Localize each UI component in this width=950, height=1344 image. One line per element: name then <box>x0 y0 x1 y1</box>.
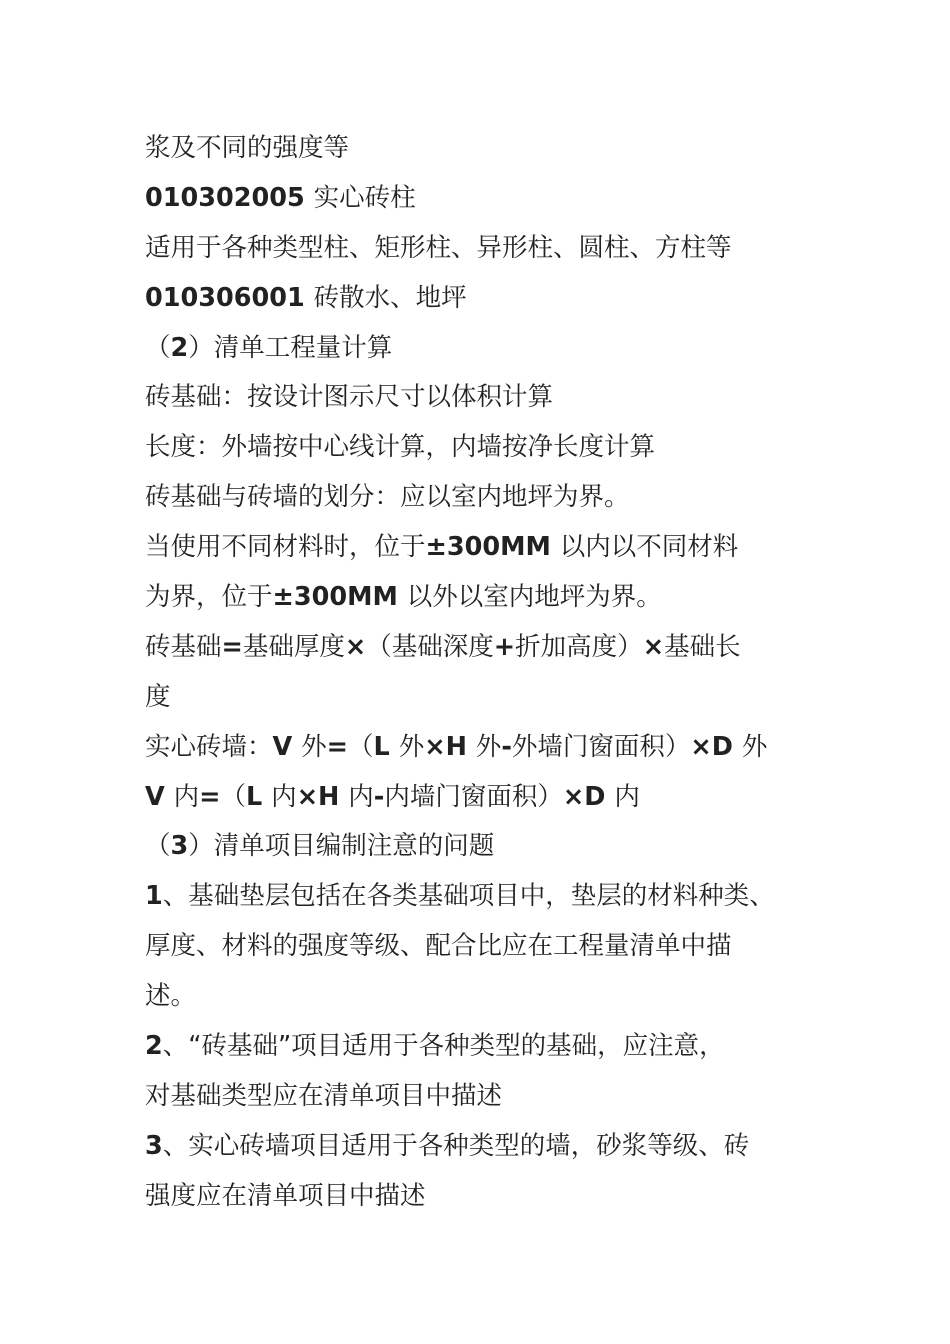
text-line <box>145 1072 845 1122</box>
text-segment: 内 <box>614 781 640 812</box>
bold-text-segment: = <box>221 631 243 662</box>
bold-text-segment: = <box>199 781 221 812</box>
text-line <box>145 673 845 723</box>
bold-text-segment: 1 <box>145 881 163 912</box>
text-segment: 外 <box>301 731 327 762</box>
bold-text-segment: V <box>272 731 302 762</box>
text-line <box>145 473 845 523</box>
text-segment: 外 <box>398 731 425 762</box>
text-line <box>145 523 845 573</box>
text-segment: ）清单工程量计算 <box>188 332 393 363</box>
text-segment: 为界，位于 <box>145 582 273 613</box>
bold-text-segment: × <box>642 631 665 662</box>
text-segment: 基础厚度 <box>242 631 345 662</box>
text-segment: 砖基础：按设计图示尺寸以体积计算 <box>145 382 554 413</box>
text-segment: 外 <box>475 731 502 762</box>
text-segment: 砖散水、地坪 <box>313 282 467 313</box>
text-segment: 实心砖柱 <box>313 182 416 213</box>
text-segment: （ <box>348 731 374 762</box>
bold-text-segment: ×H <box>296 781 349 812</box>
bold-text-segment: L <box>373 731 399 762</box>
text-line <box>145 274 845 324</box>
text-segment: 、实心砖墙项目适用于各种类型的墙，砂浆等级、砖 <box>162 1130 750 1161</box>
text-line <box>145 324 845 374</box>
bold-text-segment: 3 <box>170 831 189 862</box>
text-segment: 当使用不同材料时，位于 <box>145 532 426 563</box>
text-line <box>145 1122 845 1172</box>
bold-text-segment: 010302005 <box>145 182 314 213</box>
text-line <box>145 872 845 922</box>
text-segment: 外 <box>741 731 768 762</box>
text-line <box>145 723 845 773</box>
text-segment: 实心砖墙： <box>145 731 273 762</box>
text-line <box>145 773 845 823</box>
text-segment: 基础长 <box>664 631 741 662</box>
text-line <box>145 224 845 274</box>
bold-text-segment: - <box>373 781 385 812</box>
bold-text-segment: = <box>326 731 349 762</box>
bold-text-segment: - <box>501 731 512 762</box>
text-segment: 内 <box>271 781 297 812</box>
bold-text-segment: × <box>344 631 367 662</box>
bold-text-segment: 3 <box>145 1130 163 1161</box>
text-segment: （ <box>220 781 247 812</box>
bold-text-segment: + <box>493 631 516 662</box>
bold-text-segment: V <box>145 781 174 812</box>
text-line <box>145 623 845 673</box>
bold-text-segment: ±300MM <box>272 582 407 613</box>
text-segment: （ <box>145 332 171 363</box>
text-segment: 对基础类型应在清单项目中描述 <box>145 1080 503 1111</box>
bold-text-segment: 010306001 <box>145 282 314 313</box>
bold-text-segment: ×H <box>424 731 476 762</box>
text-line <box>145 922 845 972</box>
document-body <box>145 124 845 1222</box>
bold-text-segment: ±300MM <box>425 532 560 563</box>
text-segment: 、基础垫层包括在各类基础项目中，垫层的材料种类、 <box>162 881 775 912</box>
text-line <box>145 1022 845 1072</box>
text-segment: 厚度、材料的强度等级、配合比应在工程量清单中描 <box>145 931 732 962</box>
text-segment: 内 <box>348 781 374 812</box>
text-segment: 长度：外墙按中心线计算，内墙按净长度计算 <box>145 432 656 463</box>
text-segment: 、“砖基础”项目适用于各种类型的基础，应注意， <box>162 1031 725 1062</box>
text-line <box>145 124 845 174</box>
text-segment: 强度应在清单项目中描述 <box>145 1180 426 1211</box>
text-segment: 度 <box>145 681 171 712</box>
text-segment: （ <box>145 831 171 862</box>
text-segment: 适用于各种类型柱、矩形柱、异形柱、圆柱、方柱等 <box>145 232 732 263</box>
text-segment: 述。 <box>145 981 197 1012</box>
text-segment: 砖基础与砖墙的划分：应以室内地坪为界。 <box>145 482 630 513</box>
text-segment: （基础深度 <box>366 631 494 662</box>
text-segment: 以外以室内地坪为界。 <box>406 582 662 613</box>
text-line <box>145 423 845 473</box>
text-segment: 砖基础 <box>145 631 222 662</box>
bold-text-segment: L <box>246 781 272 812</box>
text-line <box>145 1172 845 1222</box>
text-segment: 内墙门窗面积） <box>384 781 563 812</box>
text-line <box>145 373 845 423</box>
bold-text-segment: 2 <box>170 332 189 363</box>
text-segment: 浆及不同的强度等 <box>145 133 350 163</box>
bold-text-segment: ×D <box>562 781 615 812</box>
text-segment: ）清单项目编制注意的问题 <box>188 831 495 862</box>
text-segment: 折加高度） <box>515 631 643 662</box>
text-line <box>145 822 845 872</box>
bold-text-segment: 2 <box>145 1031 163 1062</box>
text-segment: 外墙门窗面积） <box>511 731 691 762</box>
text-line <box>145 972 845 1022</box>
text-line <box>145 573 845 623</box>
text-segment: 内 <box>173 781 200 812</box>
text-segment: 以内以不同材料 <box>559 532 739 563</box>
bold-text-segment: ×D <box>690 731 742 762</box>
text-line <box>145 174 845 224</box>
